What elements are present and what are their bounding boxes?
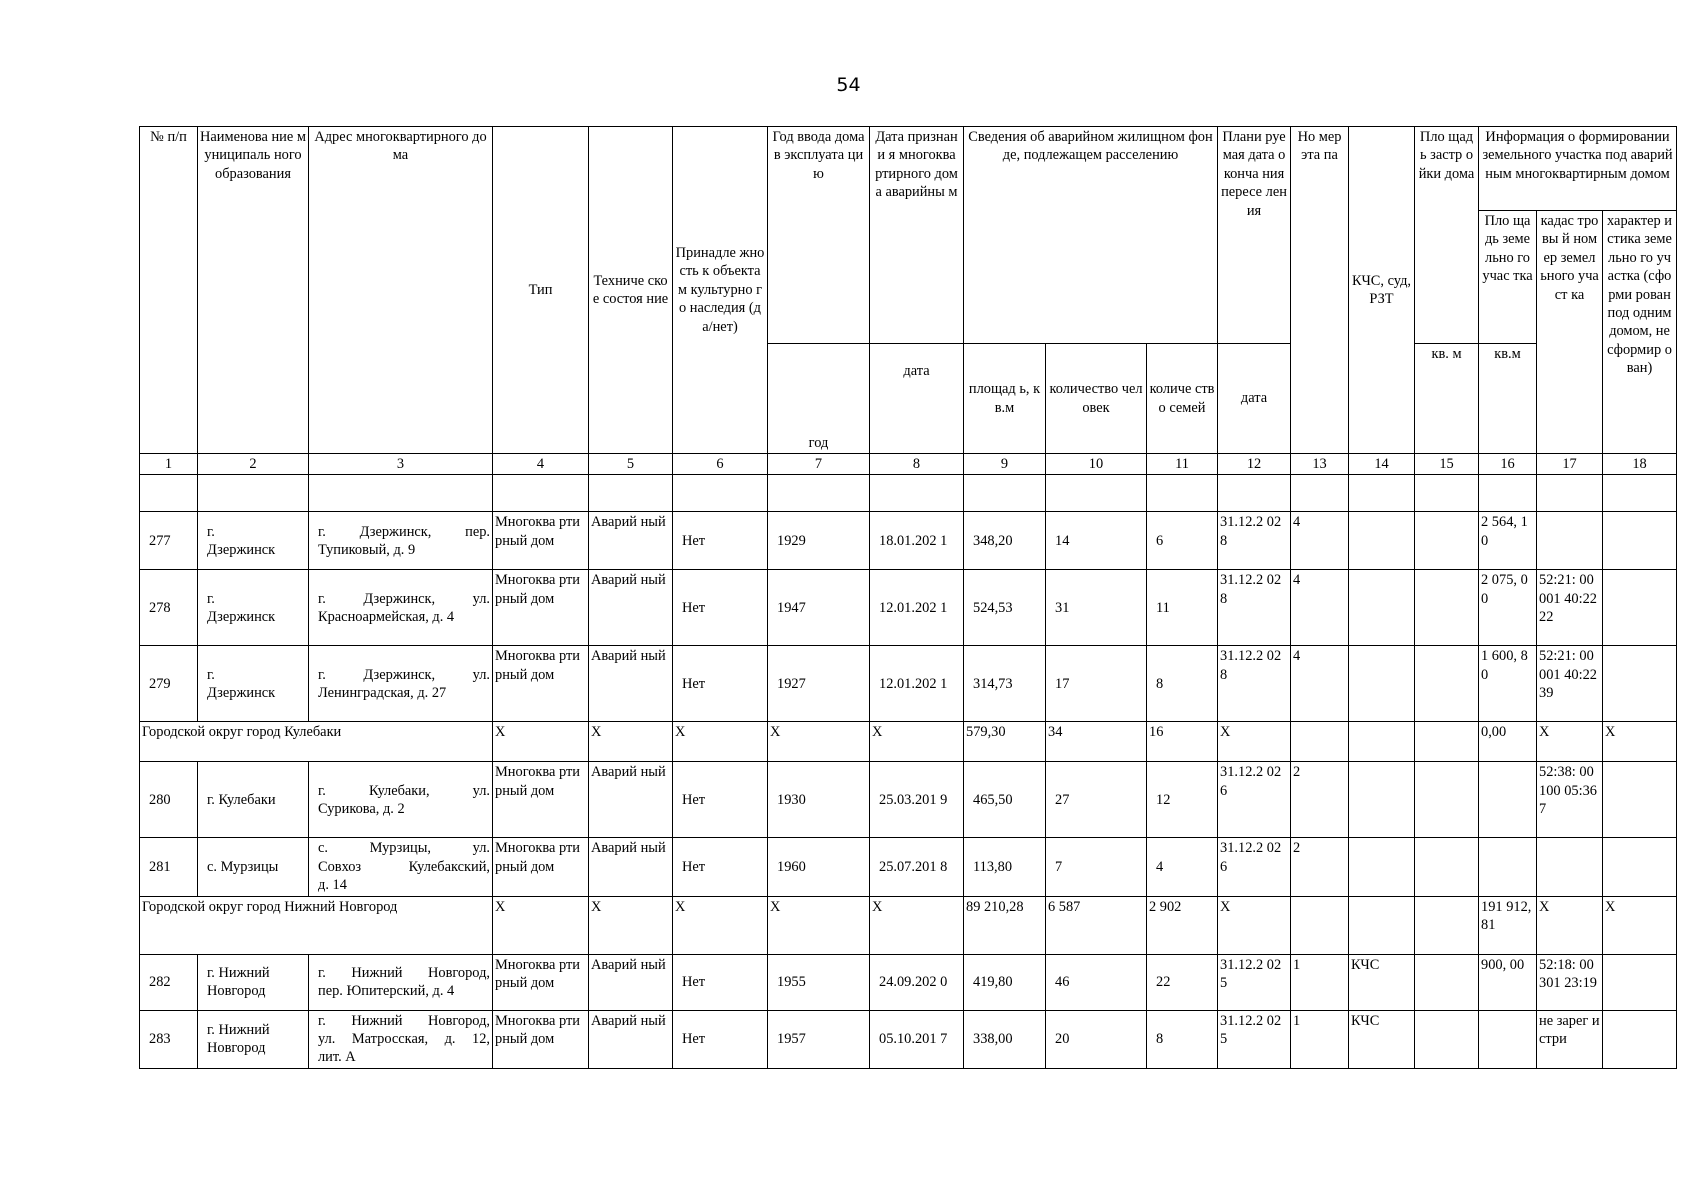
address-cell [309,646,493,722]
data-rows [140,512,1677,1068]
subtotal-row [140,722,1677,762]
cadastral-cell: 52:21: 00001 40:22 39 [1537,646,1603,722]
built-area-cell [1415,838,1479,896]
municipality-cell [198,838,309,896]
recognized-date-cell: X [870,896,964,954]
kchs-cell [1349,762,1415,838]
families-cell: 22 [1147,954,1218,1010]
address-line: г. Дзержинск, ул. [318,666,490,683]
built-area-cell [1415,954,1479,1010]
recognized-date-cell: 25.07.201 8 [870,838,964,896]
tech-state-cell: X [589,722,673,762]
row-number-cell: 282 [140,954,198,1010]
land-char-cell [1603,570,1677,646]
type-cell: Многоква ртирный дом [493,646,589,722]
header-sub-families: количе ство семей [1147,344,1218,454]
land-area-cell: 2 564, 10 [1479,512,1537,570]
kchs-cell [1349,512,1415,570]
header-tech-state: Техниче ское состоя ние [589,127,673,454]
col-num: 5 [589,454,673,475]
families-cell: 11 [1147,570,1218,646]
address-line: г. Дзержинск, пер. [318,523,490,540]
municipality-line: Дзержинск [207,541,276,558]
heritage-cell: X [673,722,768,762]
col-num: 6 [673,454,768,475]
land-area-cell: 0,00 [1479,722,1537,762]
tech-state-cell: Аварий ный [589,838,673,896]
address-line: г. Кулебаки, ул. [318,782,490,799]
municipality-line: г. [207,666,215,683]
land-area-cell: 191 912, 81 [1479,896,1537,954]
municipality-cell [198,512,309,570]
recognized-date-cell: 24.09.202 0 [870,954,964,1010]
stage-cell: 1 [1291,1010,1349,1068]
land-char-cell [1603,646,1677,722]
recognized-date-cell: 18.01.202 1 [870,512,964,570]
header-land-area: Пло щадь земе льно го учас тка [1479,211,1537,344]
built-area-cell [1415,896,1479,954]
address-cell [309,762,493,838]
address-cell [309,512,493,570]
row-number-cell: 277 [140,512,198,570]
address-line: Ленинградская, д. 27 [318,684,447,701]
address-cell [309,1010,493,1068]
tech-state-cell: X [589,896,673,954]
header-sub-plan-date: дата [1218,344,1291,454]
address-line: д. 14 [318,877,347,894]
municipality-line: Дзержинск [207,684,276,701]
col-num: 10 [1046,454,1147,475]
land-area-cell: 2 075, 00 [1479,570,1537,646]
type-cell: Многоква ртирный дом [493,838,589,896]
type-cell: Многоква ртирный дом [493,762,589,838]
land-area-cell: 900, 00 [1479,954,1537,1010]
tech-state-cell: Аварий ный [589,762,673,838]
tech-state-cell: Аварий ный [589,512,673,570]
cadastral-cell: 52:21: 00001 40:22 22 [1537,570,1603,646]
heritage-cell: Нет [673,1010,768,1068]
col-num: 13 [1291,454,1349,475]
people-cell: 27 [1046,762,1147,838]
col-num: 15 [1415,454,1479,475]
area-cell: 524,53 [964,570,1046,646]
land-char-cell [1603,762,1677,838]
area-cell: 113,80 [964,838,1046,896]
planned-end-cell: 31.12.2 026 [1218,838,1291,896]
header-sub-area: площад ь, кв.м [964,344,1046,454]
recognized-date-cell: 12.01.202 1 [870,646,964,722]
col-num: 14 [1349,454,1415,475]
heritage-cell: Нет [673,762,768,838]
people-cell: 34 [1046,722,1147,762]
people-cell: 6 587 [1046,896,1147,954]
cadastral-cell: не зарег истри [1537,1010,1603,1068]
type-cell: Многоква ртирный дом [493,512,589,570]
row-number-cell: 278 [140,570,198,646]
cadastral-cell [1537,512,1603,570]
row-number-cell: 279 [140,646,198,722]
cadastral-cell: X [1537,722,1603,762]
municipality-cell [198,570,309,646]
kchs-cell [1349,838,1415,896]
emergency-housing-table [139,126,1677,1069]
area-cell: 348,20 [964,512,1046,570]
recognized-date-cell: X [870,722,964,762]
col-num: 2 [198,454,309,475]
people-cell: 17 [1046,646,1147,722]
municipality-line: г. Нижний [207,1021,270,1038]
area-cell: 89 210,28 [964,896,1046,954]
year-cell: 1930 [768,762,870,838]
row-number-cell: 283 [140,1010,198,1068]
type-cell: Многоква ртирный дом [493,1010,589,1068]
land-char-cell [1603,512,1677,570]
table-row [140,1010,1677,1068]
header-address: Адрес многоквартирного дома [309,127,493,454]
stage-cell: 2 [1291,762,1349,838]
col-num: 4 [493,454,589,475]
municipality-cell [198,762,309,838]
area-cell: 579,30 [964,722,1046,762]
header-cadastral: кадас тровы й номер земел ьного участ ка [1537,211,1603,454]
municipality-line: Дзержинск [207,608,276,625]
address-line: Тупиковый, д. 9 [318,541,416,558]
land-area-cell [1479,762,1537,838]
header-fund-info: Сведения об аварийном жилищном фонде, подлежащем расселению [964,127,1218,344]
people-cell: 46 [1046,954,1147,1010]
land-char-cell [1603,1010,1677,1068]
tech-state-cell: Аварий ный [589,570,673,646]
families-cell: 6 [1147,512,1218,570]
address-cell [309,838,493,896]
col-num: 3 [309,454,493,475]
header-land-info: Информация о формировании земельного участка под аварийным многоквартирным домом [1479,127,1677,211]
area-cell: 338,00 [964,1010,1046,1068]
year-cell: 1927 [768,646,870,722]
planned-end-cell: 31.12.2 026 [1218,762,1291,838]
header-land-char: характер истика земельно го участка (сформи рован под одним домом, не сформир ован) [1603,211,1677,454]
planned-end-cell: 31.12.2 028 [1218,512,1291,570]
families-cell: 8 [1147,646,1218,722]
year-cell: X [768,722,870,762]
people-cell: 20 [1046,1010,1147,1068]
stage-cell: 4 [1291,570,1349,646]
address-line: г. Дзержинск, ул. [318,590,490,607]
year-cell: X [768,896,870,954]
type-cell: Многоква ртирный дом [493,570,589,646]
land-char-cell [1603,838,1677,896]
header-kchs: КЧС, суд, РЗТ [1349,127,1415,454]
address-line: ул. Матросская, д. 12, [318,1031,490,1048]
municipality-line: г. [207,523,215,540]
table-row [140,512,1677,570]
built-area-cell [1415,722,1479,762]
header-municipality: Наименова ние муниципаль ного образования [198,127,309,454]
subtotal-row [140,896,1677,954]
spacer-row [140,475,1677,512]
address-line: г. Нижний Новгород, [318,964,490,981]
families-cell: 4 [1147,838,1218,896]
families-cell: 16 [1147,722,1218,762]
planned-end-cell: 31.12.2 025 [1218,954,1291,1010]
area-cell: 465,50 [964,762,1046,838]
land-area-cell [1479,1010,1537,1068]
column-number-row [140,454,1677,475]
address-cell [309,954,493,1010]
header-no: № п/п [140,127,198,454]
stage-cell [1291,896,1349,954]
header-unit-built: кв. м [1415,344,1479,454]
col-num: 8 [870,454,964,475]
header-unit-land: кв.м [1479,344,1537,454]
recognized-date-cell: 05.10.201 7 [870,1010,964,1068]
heritage-cell: Нет [673,838,768,896]
families-cell: 12 [1147,762,1218,838]
people-cell: 7 [1046,838,1147,896]
page-number: 54 [836,74,861,96]
header-recognized-date: Дата признани я многоква ртирного дома аварийны м [870,127,964,344]
type-cell: X [493,722,589,762]
kchs-cell: КЧС [1349,1010,1415,1068]
tech-state-cell: Аварий ный [589,954,673,1010]
year-cell: 1955 [768,954,870,1010]
type-cell: X [493,896,589,954]
tech-state-cell: Аварий ный [589,1010,673,1068]
table-row [140,646,1677,722]
col-num: 12 [1218,454,1291,475]
stage-cell: 4 [1291,646,1349,722]
col-num: 16 [1479,454,1537,475]
land-char-cell [1603,954,1677,1010]
tech-state-cell: Аварий ный [589,646,673,722]
planned-end-cell: 31.12.2 025 [1218,1010,1291,1068]
people-cell: 31 [1046,570,1147,646]
table-row [140,838,1677,896]
address-line: лит. А [318,1049,356,1066]
table-row [140,954,1677,1010]
cadastral-cell: 52:38: 00100 05:36 7 [1537,762,1603,838]
land-area-cell: 1 600, 80 [1479,646,1537,722]
address-cell [309,570,493,646]
built-area-cell [1415,762,1479,838]
col-num: 18 [1603,454,1677,475]
table-row [140,762,1677,838]
stage-cell: 2 [1291,838,1349,896]
municipality-line: г. [207,590,215,607]
municipality-line: Новгород [207,983,266,1000]
recognized-date-cell: 25.03.201 9 [870,762,964,838]
header-built-area: Пло щадь застр ойки дома [1415,127,1479,344]
land-char-cell: X [1603,722,1677,762]
planned-end-cell: X [1218,896,1291,954]
subtotal-label: Городской округ город Нижний Новгород [140,896,493,954]
heritage-cell: Нет [673,570,768,646]
land-char-cell: X [1603,896,1677,954]
planned-end-cell: 31.12.2 028 [1218,646,1291,722]
year-cell: 1947 [768,570,870,646]
year-cell: 1960 [768,838,870,896]
planned-end-cell: 31.12.2 028 [1218,570,1291,646]
col-num: 9 [964,454,1046,475]
heritage-cell: X [673,896,768,954]
stage-cell [1291,722,1349,762]
heritage-cell: Нет [673,954,768,1010]
municipality-cell [198,954,309,1010]
municipality-line: г. Кулебаки [207,791,276,808]
row-number-cell: 281 [140,838,198,896]
col-num: 7 [768,454,870,475]
families-cell: 2 902 [1147,896,1218,954]
address-line: Совхоз Кулебакский, [318,858,490,875]
kchs-cell [1349,646,1415,722]
stage-cell: 1 [1291,954,1349,1010]
built-area-cell [1415,1010,1479,1068]
header-stage: Но мер эта па [1291,127,1349,454]
header-row-1 [140,127,1677,211]
type-cell: Многоква ртирный дом [493,954,589,1010]
address-line: Красноармейская, д. 4 [318,608,455,625]
address-line: пер. Юпитерский, д. 4 [318,983,455,1000]
address-line: г. Нижний Новгород, [318,1012,490,1029]
header-sub-year: год [768,344,870,454]
table-row [140,570,1677,646]
stage-cell: 4 [1291,512,1349,570]
heritage-cell: Нет [673,512,768,570]
heritage-cell: Нет [673,646,768,722]
cadastral-cell: 52:18: 00301 23:19 [1537,954,1603,1010]
header-sub-people: количество человек [1046,344,1147,454]
year-cell: 1929 [768,512,870,570]
planned-end-cell: X [1218,722,1291,762]
people-cell: 14 [1046,512,1147,570]
built-area-cell [1415,512,1479,570]
header-planned-end: Плани руемая дата оконча ния пересе ления [1218,127,1291,344]
subtotal-label: Городской округ город Кулебаки [140,722,493,762]
header-year-built: Год ввода дома в эксплуата цию [768,127,870,344]
address-line: Сурикова, д. 2 [318,800,405,817]
built-area-cell [1415,646,1479,722]
header-heritage: Принадле жность к объектам культурно го наследия (да/нет) [673,127,768,454]
row-number-cell: 280 [140,762,198,838]
kchs-cell [1349,896,1415,954]
cadastral-cell: X [1537,896,1603,954]
built-area-cell [1415,570,1479,646]
kchs-cell [1349,722,1415,762]
kchs-cell [1349,570,1415,646]
land-area-cell [1479,838,1537,896]
kchs-cell: КЧС [1349,954,1415,1010]
municipality-line: с. Мурзицы [207,858,279,875]
address-line: с. Мурзицы, ул. [318,840,490,857]
year-cell: 1957 [768,1010,870,1068]
area-cell: 419,80 [964,954,1046,1010]
municipality-line: Новгород [207,1040,266,1057]
recognized-date-cell: 12.01.202 1 [870,570,964,646]
col-num: 1 [140,454,198,475]
col-num: 11 [1147,454,1218,475]
col-num: 17 [1537,454,1603,475]
cadastral-cell [1537,838,1603,896]
municipality-cell [198,1010,309,1068]
municipality-cell [198,646,309,722]
municipality-line: г. Нижний [207,964,270,981]
header-sub-date: дата [870,344,964,454]
area-cell: 314,73 [964,646,1046,722]
families-cell: 8 [1147,1010,1218,1068]
header-type: Тип [493,127,589,454]
